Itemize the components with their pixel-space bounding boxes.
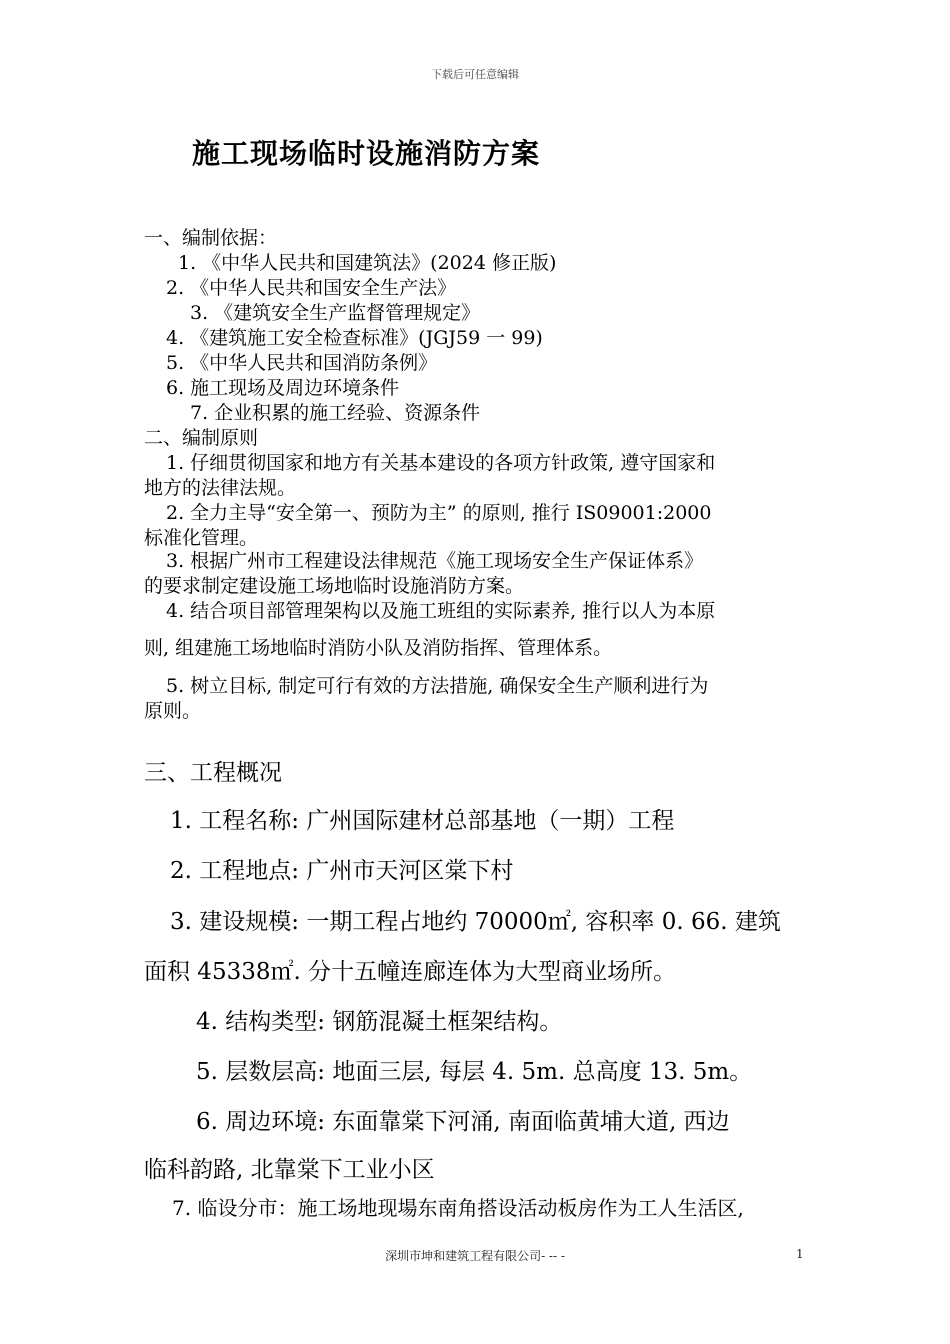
document-title: 施工现场临时设施消防方案 — [192, 137, 541, 170]
section1-item-4: 4. 《建筑施工安全检查标准》(JGJ59 一 99) — [166, 327, 543, 349]
section3-item-1: 1. 工程名称: 广州国际建材总部基地（一期）工程 — [170, 808, 675, 834]
section3-heading: 三、工程概况 — [144, 760, 282, 786]
section3-item-4: 4. 结构类型: 钢筋混凝土框架结构。 — [196, 1009, 563, 1035]
section2-p1-line2: 地方的法律法规。 — [144, 477, 297, 499]
footer-company: 深圳市坤和建筑工程有限公司- -- - — [385, 1249, 565, 1263]
section1-item-5: 5. 《中华人民共和国消防条例》 — [166, 352, 438, 374]
section2-p2-line2: 标准化管理。 — [144, 527, 259, 549]
section3-item-2: 2. 工程地点: 广州市天河区棠下村 — [170, 858, 514, 884]
section2-p5-line1: 5. 树立目标, 制定可行有效的方法措施, 确保安全生产顺利进行为 — [166, 675, 709, 697]
section2-heading: 二、编制原则 — [144, 427, 259, 449]
footer-page-number: 1 — [796, 1247, 804, 1261]
section3-item-3-line1: 3. 建设规模: 一期工程占地约 70000㎡, 容积率 0. 66. 建筑 — [170, 909, 781, 935]
section2-p3-line1: 3. 根据广州市工程建设法律规范《施工现场安全生产保证体系》 — [166, 550, 704, 572]
section2-p1-line1: 1. 仔细贯彻国家和地方有关基本建设的各项方针政策, 遵守国家和 — [166, 452, 716, 474]
section1-item-1: 1. 《中华人民共和国建筑法》(2024 修正版) — [178, 252, 557, 274]
section2-p5-line2: 原则。 — [144, 700, 202, 722]
header-note: 下载后可任意编辑 — [431, 68, 519, 81]
section1-item-6: 6. 施工现场及周边环境条件 — [166, 377, 400, 399]
section1-heading: 一、编制依据： — [144, 227, 278, 249]
section3-item-5: 5. 层数层高: 地面三层, 每层 4. 5m. 总高度 13. 5m。 — [196, 1059, 753, 1085]
section3-item-3-line2: 面积 45338㎡. 分十五幢连廊连体为大型商业场所。 — [144, 959, 677, 985]
section3-item-7-line1: 7. 临设分市：施工场地现場东南角搭设活动板房作为工人生活区, — [172, 1196, 744, 1220]
section3-item-6-line2: 临科韵路, 北靠棠下工业小区 — [144, 1157, 435, 1183]
section2-p2-line1: 2. 全力主导“安全第一、预防为主” 的原则, 推行 IS09001:2000 — [166, 502, 712, 524]
section2-p4-line2: 则, 组建施工场地临时消防小队及消防指挥、管理体系。 — [144, 637, 613, 659]
section1-item-7: 7. 企业积累的施工经验、资源条件 — [190, 402, 481, 424]
section2-p3-line2: 的要求制定建设施工场地临时设施消防方案。 — [144, 575, 525, 597]
section2-p4-line1: 4. 结合项目部管理架构以及施工班组的实际素养, 推行以人为本原 — [166, 600, 716, 622]
section1-item-2: 2. 《中华人民共和国安全生产法》 — [166, 277, 457, 299]
section3-item-6-line1: 6. 周边环境: 东面靠棠下河涌, 南面临黄埔大道, 西边 — [196, 1109, 730, 1135]
section1-item-3: 3. 《建筑安全生产监督管理规定》 — [190, 302, 481, 324]
